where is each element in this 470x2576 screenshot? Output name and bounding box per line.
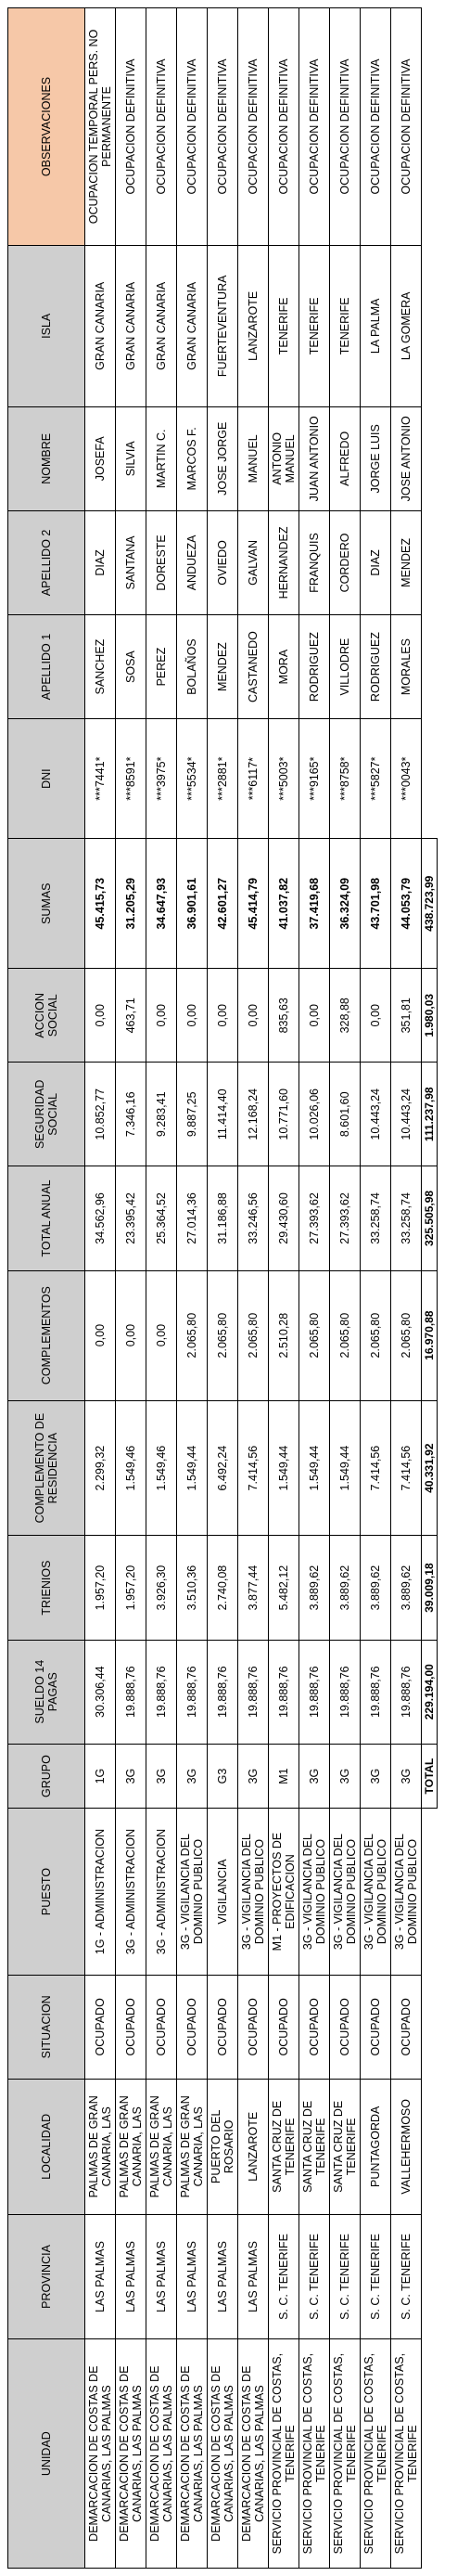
cell-accion-social: 835,63 <box>269 969 299 1063</box>
table-row <box>391 8 422 2569</box>
cell-trienios: 3.889,62 <box>361 1536 391 1640</box>
cell-puesto: 3G - ADMINISTRACION <box>146 1809 177 1975</box>
total-spacer <box>422 719 438 839</box>
header-unidad: UNIDAD <box>8 2339 85 2569</box>
cell-dni: ***5003* <box>269 719 299 839</box>
cell-dni: ***7441* <box>85 719 116 839</box>
cell-puesto: 3G - VIGILANCIA DEL DOMINIO PUBLICO <box>299 1809 330 1975</box>
cell-unidad: DEMARCACION DE COSTAS DE CANARIAS, LAS PALMAS <box>146 2339 177 2569</box>
cell-complementos: 2.065,80 <box>177 1270 208 1400</box>
header-complementos: COMPLEMENTOS <box>8 1270 85 1400</box>
cell-unidad: DEMARCACION DE COSTAS DE CANARIAS, LAS PALMAS <box>238 2339 269 2569</box>
cell-observaciones: OCUPACION TEMPORAL PERS. NO PERMANENTE <box>85 8 116 246</box>
header-provincia: PROVINCIA <box>8 2214 85 2339</box>
cell-sumas: 36.324,09 <box>330 839 361 969</box>
cell-provincia: S. C. TENERIFE <box>330 2214 361 2339</box>
cell-seguridad-social: 8.601,60 <box>330 1063 361 1166</box>
cell-provincia: S. C. TENERIFE <box>299 2214 330 2339</box>
cell-situacion: OCUPADO <box>116 1975 146 2079</box>
cell-isla: TENERIFE <box>269 245 299 406</box>
total-seguridad-social: 111.237,98 <box>422 1063 438 1166</box>
cell-provincia: LAS PALMAS <box>177 2214 208 2339</box>
cell-complemento-residencia: 7.414,56 <box>391 1400 422 1536</box>
cell-dni: ***2881* <box>208 719 238 839</box>
cell-sumas: 36.901,61 <box>177 839 208 969</box>
cell-sumas: 34.647,93 <box>146 839 177 969</box>
cell-total-anual: 27.393,62 <box>330 1166 361 1270</box>
cell-puesto: VIGILANCIA <box>208 1809 238 1975</box>
cell-sueldo: 19.888,76 <box>330 1640 361 1744</box>
staff-cost-table <box>7 7 438 2569</box>
cell-complemento-residencia: 1.549,44 <box>299 1400 330 1536</box>
cell-apellido2: GALVAN <box>238 510 269 614</box>
cell-apellido2: DIAZ <box>361 510 391 614</box>
cell-total-anual: 33.246,56 <box>238 1166 269 1270</box>
cell-apellido1: SANCHEZ <box>85 615 116 719</box>
cell-puesto: 3G - VIGILANCIA DEL DOMINIO PUBLICO <box>330 1809 361 1975</box>
header-complemento-residencia: COMPLEMENTO DE RESIDENCIA <box>8 1400 85 1536</box>
cell-complementos: 0,00 <box>146 1270 177 1400</box>
cell-sueldo: 19.888,76 <box>208 1640 238 1744</box>
total-label: TOTAL <box>422 1744 438 1809</box>
cell-puesto: 1G - ADMINISTRACION <box>85 1809 116 1975</box>
cell-sueldo: 19.888,76 <box>391 1640 422 1744</box>
cell-apellido2: DORESTE <box>146 510 177 614</box>
cell-grupo: 3G <box>177 1744 208 1809</box>
cell-localidad: PUNTAGORDA <box>361 2079 391 2214</box>
cell-nombre: JOSE JORGE <box>208 406 238 510</box>
header-localidad: LOCALIDAD <box>8 2079 85 2214</box>
cell-complemento-residencia: 7.414,56 <box>361 1400 391 1536</box>
total-spacer <box>422 1975 438 2079</box>
table-row <box>269 8 299 2569</box>
cell-apellido2: ANDUEZA <box>177 510 208 614</box>
cell-nombre: MARCOS F. <box>177 406 208 510</box>
cell-sueldo: 19.888,76 <box>361 1640 391 1744</box>
cell-complementos: 2.510,28 <box>269 1270 299 1400</box>
cell-sumas: 31.205,29 <box>116 839 146 969</box>
cell-trienios: 3.889,62 <box>299 1536 330 1640</box>
cell-seguridad-social: 10.026,06 <box>299 1063 330 1166</box>
header-seguridad-social: SEGURIDAD SOCIAL <box>8 1063 85 1166</box>
cell-complementos: 2.065,80 <box>299 1270 330 1400</box>
cell-grupo: 3G <box>361 1744 391 1809</box>
cell-apellido1: MORA <box>269 615 299 719</box>
total-total-anual: 325.505,98 <box>422 1166 438 1270</box>
total-spacer <box>422 2339 438 2569</box>
cell-dni: ***9165* <box>299 719 330 839</box>
cell-complemento-residencia: 1.549,44 <box>269 1400 299 1536</box>
cell-grupo: 3G <box>391 1744 422 1809</box>
cell-nombre: ANTONIO MANUEL <box>269 406 299 510</box>
header-row <box>8 8 85 2569</box>
cell-isla: LANZAROTE <box>238 245 269 406</box>
cell-complementos: 0,00 <box>116 1270 146 1400</box>
cell-complementos: 2.065,80 <box>391 1270 422 1400</box>
cell-isla: GRAN CANARIA <box>146 245 177 406</box>
cell-isla: GRAN CANARIA <box>116 245 146 406</box>
cell-provincia: S. C. TENERIFE <box>269 2214 299 2339</box>
cell-isla: LA GOMERA <box>391 245 422 406</box>
cell-seguridad-social: 9.283,41 <box>146 1063 177 1166</box>
cell-total-anual: 29.430,60 <box>269 1166 299 1270</box>
cell-sueldo: 30.306,44 <box>85 1640 116 1744</box>
table-row <box>238 8 269 2569</box>
header-nombre: NOMBRE <box>8 406 85 510</box>
cell-apellido2: DIAZ <box>85 510 116 614</box>
cell-accion-social: 463,71 <box>116 969 146 1063</box>
cell-trienios: 3.926,30 <box>146 1536 177 1640</box>
total-row <box>422 8 438 2569</box>
cell-situacion: OCUPADO <box>269 1975 299 2079</box>
cell-complementos: 0,00 <box>85 1270 116 1400</box>
cell-observaciones: OCUPACION DEFINITIVA <box>146 8 177 246</box>
total-complemento-residencia: 40.331,92 <box>422 1400 438 1536</box>
cell-apellido2: SANTANA <box>116 510 146 614</box>
cell-accion-social: 0,00 <box>146 969 177 1063</box>
cell-trienios: 3.889,62 <box>391 1536 422 1640</box>
cell-observaciones: OCUPACION DEFINITIVA <box>299 8 330 246</box>
cell-puesto: 3G - VIGILANCIA DEL DOMINIO PUBLICO <box>361 1809 391 1975</box>
header-grupo: GRUPO <box>8 1744 85 1809</box>
cell-unidad: DEMARCACION DE COSTAS DE CANARIAS, LAS PALMAS <box>177 2339 208 2569</box>
cell-situacion: OCUPADO <box>361 1975 391 2079</box>
cell-apellido1: MENDEZ <box>208 615 238 719</box>
table-row <box>116 8 146 2569</box>
total-spacer <box>422 406 438 510</box>
cell-situacion: OCUPADO <box>391 1975 422 2079</box>
cell-trienios: 3.510,36 <box>177 1536 208 1640</box>
cell-grupo: 3G <box>238 1744 269 1809</box>
cell-complemento-residencia: 1.549,46 <box>146 1400 177 1536</box>
total-spacer <box>422 245 438 406</box>
cell-complemento-residencia: 1.549,44 <box>330 1400 361 1536</box>
cell-apellido2: OVIEDO <box>208 510 238 614</box>
cell-localidad: SANTA CRUZ DE TENERIFE <box>330 2079 361 2214</box>
cell-apellido1: VILLODRE <box>330 615 361 719</box>
cell-isla: TENERIFE <box>299 245 330 406</box>
cell-localidad: LANZAROTE <box>238 2079 269 2214</box>
cell-unidad: DEMARCACION DE COSTAS DE CANARIAS, LAS PALMAS <box>116 2339 146 2569</box>
cell-seguridad-social: 7.346,16 <box>116 1063 146 1166</box>
cell-total-anual: 23.395,42 <box>116 1166 146 1270</box>
cell-apellido1: RODRIGUEZ <box>361 615 391 719</box>
cell-sumas: 37.419,68 <box>299 839 330 969</box>
cell-sumas: 41.037,82 <box>269 839 299 969</box>
cell-localidad: PALMAS DE GRAN CANARIA, LAS <box>177 2079 208 2214</box>
header-accion-social: ACCION SOCIAL <box>8 969 85 1063</box>
cell-apellido1: PEREZ <box>146 615 177 719</box>
cell-observaciones: OCUPACION DEFINITIVA <box>269 8 299 246</box>
cell-seguridad-social: 9.887,25 <box>177 1063 208 1166</box>
header-apellido2: APELLIDO 2 <box>8 510 85 614</box>
cell-complemento-residencia: 6.492,24 <box>208 1400 238 1536</box>
header-sueldo: SUELDO 14 PAGAS <box>8 1640 85 1744</box>
cell-localidad: SANTA CRUZ DE TENERIFE <box>269 2079 299 2214</box>
cell-seguridad-social: 10.771,60 <box>269 1063 299 1166</box>
cell-seguridad-social: 10.443,24 <box>361 1063 391 1166</box>
cell-accion-social: 328,88 <box>330 969 361 1063</box>
cell-trienios: 1.957,20 <box>85 1536 116 1640</box>
cell-observaciones: OCUPACION DEFINITIVA <box>177 8 208 246</box>
cell-nombre: SILVIA <box>116 406 146 510</box>
cell-observaciones: OCUPACION DEFINITIVA <box>361 8 391 246</box>
cell-situacion: OCUPADO <box>85 1975 116 2079</box>
table-row <box>299 8 330 2569</box>
cell-puesto: 3G - VIGILANCIA DEL DOMINIO PUBLICO <box>391 1809 422 1975</box>
header-dni: DNI <box>8 719 85 839</box>
cell-situacion: OCUPADO <box>238 1975 269 2079</box>
cell-accion-social: 0,00 <box>208 969 238 1063</box>
cell-total-anual: 25.364,52 <box>146 1166 177 1270</box>
cell-provincia: S. C. TENERIFE <box>361 2214 391 2339</box>
cell-puesto: 3G - VIGILANCIA DEL DOMINIO PUBLICO <box>238 1809 269 1975</box>
cell-accion-social: 0,00 <box>361 969 391 1063</box>
cell-nombre: MARTIN C. <box>146 406 177 510</box>
header-isla: ISLA <box>8 245 85 406</box>
total-spacer <box>422 8 438 246</box>
cell-apellido1: RODRIGUEZ <box>299 615 330 719</box>
cell-unidad: DEMARCACION DE COSTAS DE CANARIAS, LAS PALMAS <box>85 2339 116 2569</box>
cell-localidad: PUERTO DEL ROSARIO <box>208 2079 238 2214</box>
cell-seguridad-social: 12.168,24 <box>238 1063 269 1166</box>
cell-puesto: 3G - VIGILANCIA DEL DOMINIO PUBLICO <box>177 1809 208 1975</box>
total-sueldo: 229.194,00 <box>422 1640 438 1744</box>
cell-provincia: LAS PALMAS <box>116 2214 146 2339</box>
cell-trienios: 5.482,12 <box>269 1536 299 1640</box>
cell-total-anual: 27.014,36 <box>177 1166 208 1270</box>
cell-seguridad-social: 10.443,24 <box>391 1063 422 1166</box>
cell-unidad: SERVICIO PROVINCIAL DE COSTAS, TENERIFE <box>361 2339 391 2569</box>
cell-observaciones: OCUPACION DEFINITIVA <box>330 8 361 246</box>
cell-localidad: PALMAS DE GRAN CANARIA, LAS <box>85 2079 116 2214</box>
table-row <box>208 8 238 2569</box>
cell-complemento-residencia: 7.414,56 <box>238 1400 269 1536</box>
cell-situacion: OCUPADO <box>146 1975 177 2079</box>
cell-sueldo: 19.888,76 <box>299 1640 330 1744</box>
total-spacer <box>422 2079 438 2214</box>
cell-grupo: 3G <box>299 1744 330 1809</box>
cell-sumas: 42.601,27 <box>208 839 238 969</box>
cell-provincia: LAS PALMAS <box>85 2214 116 2339</box>
header-puesto: PUESTO <box>8 1809 85 1975</box>
cell-localidad: SANTA CRUZ DE TENERIFE <box>299 2079 330 2214</box>
cell-localidad: VALLEHERMOSO <box>391 2079 422 2214</box>
cell-accion-social: 351,81 <box>391 969 422 1063</box>
header-observaciones: OBSERVACIONES <box>8 8 85 246</box>
cell-complementos: 2.065,80 <box>238 1270 269 1400</box>
cell-unidad: SERVICIO PROVINCIAL DE COSTAS, TENERIFE <box>269 2339 299 2569</box>
cell-apellido2: FRANQUIS <box>299 510 330 614</box>
cell-observaciones: OCUPACION DEFINITIVA <box>208 8 238 246</box>
cell-seguridad-social: 11.414,40 <box>208 1063 238 1166</box>
cell-isla: GRAN CANARIA <box>177 245 208 406</box>
cell-unidad: SERVICIO PROVINCIAL DE COSTAS, TENERIFE <box>299 2339 330 2569</box>
cell-provincia: LAS PALMAS <box>146 2214 177 2339</box>
cell-apellido2: HERNANDEZ <box>269 510 299 614</box>
cell-accion-social: 0,00 <box>177 969 208 1063</box>
header-sumas: SUMAS <box>8 839 85 969</box>
cell-apellido2: CORDERO <box>330 510 361 614</box>
cell-complemento-residencia: 2.299,32 <box>85 1400 116 1536</box>
cell-apellido1: CASTANEDO <box>238 615 269 719</box>
cell-localidad: PALMAS DE GRAN CANARIA, LAS <box>116 2079 146 2214</box>
cell-isla: TENERIFE <box>330 245 361 406</box>
header-total-anual: TOTAL ANUAL <box>8 1166 85 1270</box>
total-spacer <box>422 2214 438 2339</box>
cell-nombre: JOSEFA <box>85 406 116 510</box>
cell-sueldo: 19.888,76 <box>146 1640 177 1744</box>
cell-unidad: DEMARCACION DE COSTAS DE CANARIAS, LAS PALMAS <box>208 2339 238 2569</box>
table-row <box>85 8 116 2569</box>
cell-dni: ***8591* <box>116 719 146 839</box>
cell-observaciones: OCUPACION DEFINITIVA <box>391 8 422 246</box>
cell-situacion: OCUPADO <box>208 1975 238 2079</box>
header-trienios: TRIENIOS <box>8 1536 85 1640</box>
cell-dni: ***5534* <box>177 719 208 839</box>
table-row <box>146 8 177 2569</box>
cell-apellido1: MORALES <box>391 615 422 719</box>
cell-observaciones: OCUPACION DEFINITIVA <box>116 8 146 246</box>
cell-complementos: 2.065,80 <box>208 1270 238 1400</box>
cell-grupo: M1 <box>269 1744 299 1809</box>
cell-grupo: G3 <box>208 1744 238 1809</box>
cell-situacion: OCUPADO <box>299 1975 330 2079</box>
cell-total-anual: 33.258,74 <box>361 1166 391 1270</box>
cell-isla: FUERTEVENTURA <box>208 245 238 406</box>
cell-trienios: 1.957,20 <box>116 1536 146 1640</box>
cell-apellido1: SOSA <box>116 615 146 719</box>
cell-dni: ***0043* <box>391 719 422 839</box>
cell-apellido2: MENDEZ <box>391 510 422 614</box>
cell-nombre: JUAN ANTONIO <box>299 406 330 510</box>
cell-puesto: 3G - ADMINISTRACION <box>116 1809 146 1975</box>
cell-nombre: JORGE LUIS <box>361 406 391 510</box>
total-spacer <box>422 615 438 719</box>
cell-total-anual: 31.186,88 <box>208 1166 238 1270</box>
cell-total-anual: 34.562,96 <box>85 1166 116 1270</box>
table-row <box>177 8 208 2569</box>
table-body <box>85 8 438 2569</box>
cell-dni: ***8758* <box>330 719 361 839</box>
cell-isla: LA PALMA <box>361 245 391 406</box>
cell-dni: ***5827* <box>361 719 391 839</box>
cell-grupo: 3G <box>330 1744 361 1809</box>
cell-complementos: 2.065,80 <box>361 1270 391 1400</box>
cell-situacion: OCUPADO <box>177 1975 208 2079</box>
cell-puesto: M1 - PROYECTOS DE EDIFICACION <box>269 1809 299 1975</box>
header-apellido1: APELLIDO 1 <box>8 615 85 719</box>
cell-localidad: PALMAS DE GRAN CANARIA, LAS <box>146 2079 177 2214</box>
cell-sumas: 43.701,98 <box>361 839 391 969</box>
cell-trienios: 3.889,62 <box>330 1536 361 1640</box>
cell-situacion: OCUPADO <box>330 1975 361 2079</box>
total-spacer <box>422 510 438 614</box>
total-accion-social: 1.980,03 <box>422 969 438 1063</box>
total-complementos: 16.970,88 <box>422 1270 438 1400</box>
cell-complemento-residencia: 1.549,46 <box>116 1400 146 1536</box>
cell-observaciones: OCUPACION DEFINITIVA <box>238 8 269 246</box>
cell-grupo: 3G <box>146 1744 177 1809</box>
cell-apellido1: BOLAÑOS <box>177 615 208 719</box>
cell-provincia: LAS PALMAS <box>208 2214 238 2339</box>
total-spacer <box>422 1809 438 1975</box>
cell-sumas: 45.415,73 <box>85 839 116 969</box>
cell-accion-social: 0,00 <box>238 969 269 1063</box>
total-sumas: 438.723,99 <box>422 839 438 969</box>
cell-dni: ***6117* <box>238 719 269 839</box>
table-row <box>361 8 391 2569</box>
cell-grupo: 1G <box>85 1744 116 1809</box>
cell-dni: ***3975* <box>146 719 177 839</box>
cell-sueldo: 19.888,76 <box>177 1640 208 1744</box>
header-situacion: SITUACION <box>8 1975 85 2079</box>
cell-nombre: ALFREDO <box>330 406 361 510</box>
table-row <box>330 8 361 2569</box>
cell-sueldo: 19.888,76 <box>116 1640 146 1744</box>
cell-provincia: LAS PALMAS <box>238 2214 269 2339</box>
cell-complementos: 2.065,80 <box>330 1270 361 1400</box>
cell-seguridad-social: 10.852,77 <box>85 1063 116 1166</box>
cell-unidad: SERVICIO PROVINCIAL DE COSTAS, TENERIFE <box>391 2339 422 2569</box>
cell-sueldo: 19.888,76 <box>238 1640 269 1744</box>
cell-sumas: 44.053,79 <box>391 839 422 969</box>
cell-total-anual: 33.258,74 <box>391 1166 422 1270</box>
cell-complemento-residencia: 1.549,44 <box>177 1400 208 1536</box>
cell-isla: GRAN CANARIA <box>85 245 116 406</box>
cell-grupo: 3G <box>116 1744 146 1809</box>
cell-sueldo: 19.888,76 <box>269 1640 299 1744</box>
total-trienios: 39.009,18 <box>422 1536 438 1640</box>
cell-accion-social: 0,00 <box>299 969 330 1063</box>
cell-unidad: SERVICIO PROVINCIAL DE COSTAS, TENERIFE <box>330 2339 361 2569</box>
cell-trienios: 3.877,44 <box>238 1536 269 1640</box>
cell-trienios: 2.740,08 <box>208 1536 238 1640</box>
cell-nombre: MANUEL <box>238 406 269 510</box>
cell-total-anual: 27.393,62 <box>299 1166 330 1270</box>
cell-sumas: 45.414,79 <box>238 839 269 969</box>
cell-accion-social: 0,00 <box>85 969 116 1063</box>
cell-nombre: JOSE ANTONIO <box>391 406 422 510</box>
cell-provincia: S. C. TENERIFE <box>391 2214 422 2339</box>
